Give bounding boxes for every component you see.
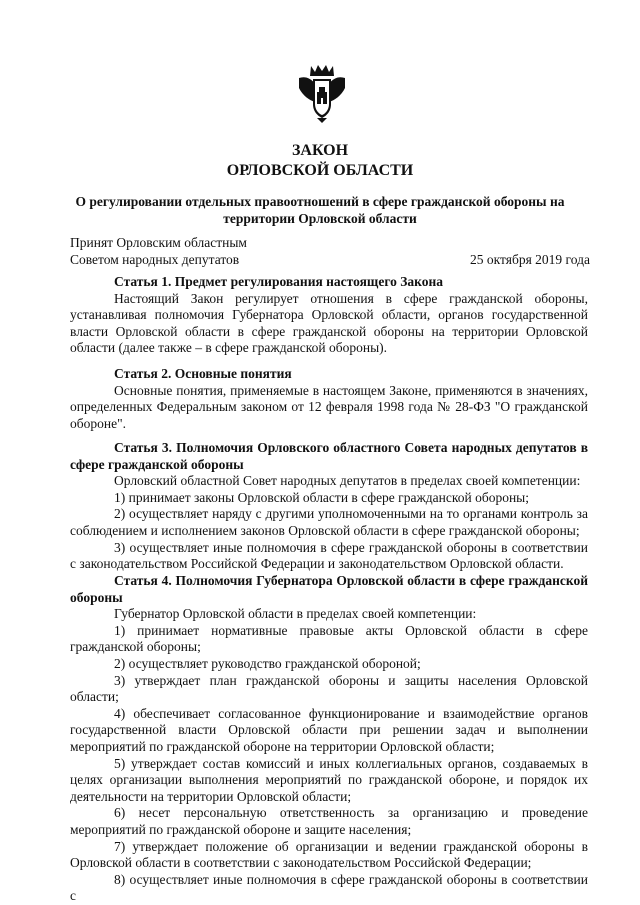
- article-heading: Статья 3. Полномочия Орловского областного Совета народных депутатов в сфере гражданской обороны: [70, 440, 588, 472]
- article-paragraph: 8) осуществляет иные полномочия в сфере гражданской обороны в соответствии с: [70, 871, 588, 904]
- article-paragraph: 2) осуществляет наряду с другими уполномоченными на то органами контроль за соблюдением и исполнением законов Орловской области в сфере гражданской обороны;: [70, 506, 588, 538]
- article-paragraph: 1) принимает законы Орловской области в сфере гражданской обороны;: [114, 489, 529, 505]
- adopted-by-line-2: Советом народных депутатов: [70, 252, 240, 267]
- article-paragraph: Основные понятия, применяемые в настоящем Законе, применяются в значениях, определенных Федеральным законом от 12 февраля 1998 года № 28-ФЗ "О гражданской обороне".: [70, 382, 588, 431]
- article-paragraph: 4) обеспечивает согласованное функционирование и взаимодействие органов государственной власти Орловской области при решении задач и выполнении мероприятий по гражданской обороне на территории Орловской области;: [70, 705, 588, 754]
- law-subtitle: О регулировании отдельных правоотношений в сфере гражданской обороны на территории Орловской области: [75, 194, 565, 226]
- article-paragraph: 3) осуществляет иные полномочия в сфере гражданской обороны в соответствии с законодательством Российской Федерации и законодательством Орловской области.: [70, 539, 588, 572]
- article-paragraph: Орловский областной Совет народных депутатов в пределах своей компетенции:: [114, 473, 581, 489]
- title-line-1: ЗАКОН: [291, 142, 349, 159]
- adoption-info: [70, 234, 590, 268]
- article-heading: Статья 4. Полномочия Губернатора Орловской области в сфере гражданской обороны: [70, 573, 588, 605]
- adopted-by-line-1: Принят Орловским областным: [70, 235, 247, 250]
- coat-of-arms-emblem: [297, 62, 347, 124]
- title-line-2: ОРЛОВСКОЙ ОБЛАСТИ: [226, 162, 414, 179]
- article-2: [70, 366, 588, 432]
- article-4: [70, 573, 588, 905]
- article-paragraph: 7) утверждает положение об организации и ведении гражданской обороны в Орловской области в соответствии с законодательством Российской Федерации;: [70, 838, 588, 871]
- article-heading: Статья 2. Основные понятия: [114, 366, 292, 381]
- article-paragraph: 1) принимает нормативные правовые акты Орловской области в сфере гражданской обороны;: [70, 622, 588, 655]
- article-1: [70, 274, 588, 357]
- article-paragraph: 2) осуществляет руководство гражданской обороной;: [114, 655, 421, 671]
- article-paragraph: 3) утверждает план гражданской обороны и защиты населения Орловской области;: [70, 672, 588, 705]
- article-paragraph: Губернатор Орловской области в пределах своей компетенции:: [114, 606, 477, 622]
- article-paragraph: 5) утверждает состав комиссий и иных коллегиальных органов, создаваемых в целях организации выполнения мероприятий по гражданской обороне, и порядок их деятельности на территории Орловской области;: [70, 755, 588, 804]
- law-title: [0, 141, 640, 181]
- article-3: [70, 440, 588, 573]
- article-paragraph: 6) несет персональную ответственность за организацию и проведение мероприятий по гражданской обороне и защите населения;: [70, 805, 588, 837]
- article-paragraph: Настоящий Закон регулирует отношения в сфере гражданской обороны, устанавливая полномочия Губернатора Орловской области, органов государственной власти Орловской области в сфере гражданской обороны на территории Орловской области (далее также – в сфере гражданской обороны).: [70, 290, 588, 356]
- article-heading: Статья 1. Предмет регулирования настоящего Закона: [114, 274, 443, 289]
- adoption-date: 25 октября 2019 года: [470, 252, 590, 267]
